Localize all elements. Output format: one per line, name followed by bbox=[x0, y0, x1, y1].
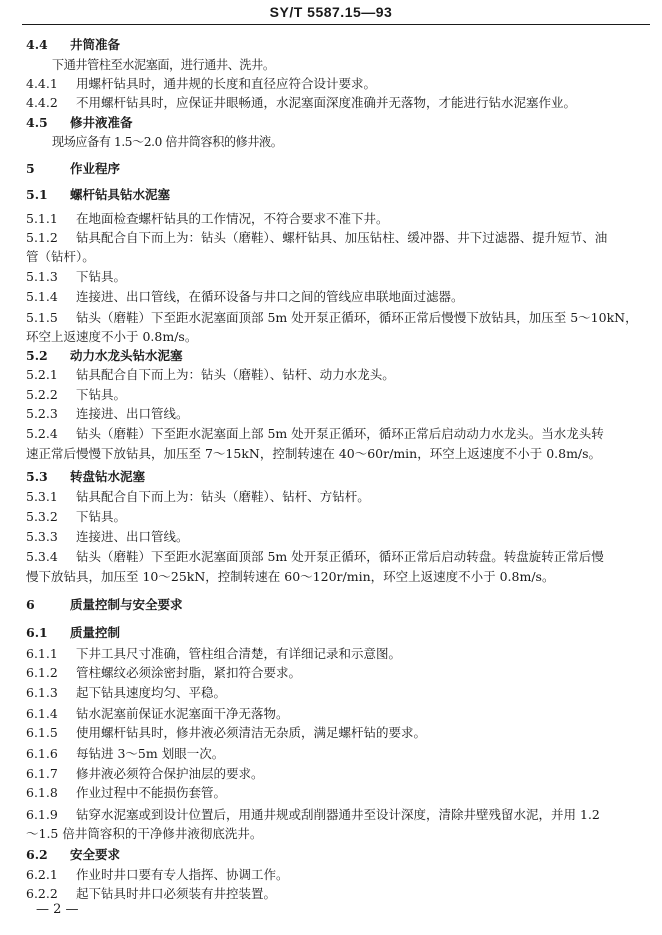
clause-text: 在地面检查螺杆钻具的工作情况，不符合要求不准下井。 bbox=[76, 211, 389, 226]
clause-text: 连接进、出口管线。 bbox=[76, 406, 189, 421]
clause-text: 下钻具。 bbox=[76, 269, 127, 284]
header-rule bbox=[22, 24, 650, 25]
clause-number: 6.1.1 bbox=[26, 646, 58, 661]
clause-text: 用螺杆钻具时，通井规的长度和直径应符合设计要求。 bbox=[76, 76, 377, 91]
clause-number: 5.3.2 bbox=[26, 509, 58, 524]
clause-text: 安全要求 bbox=[70, 847, 121, 862]
clause-text: 钻具配合自下而上为：钻头（磨鞋）、钻杆、方钻杆。 bbox=[76, 489, 370, 504]
clause-text: 慢下放钻具，加压至 10～25kN，控制转速在 60～120r/min，环空上返速度不小于 0.8m/s。 bbox=[26, 569, 555, 584]
clause-line bbox=[26, 885, 646, 903]
clause-number: 6 bbox=[26, 597, 35, 612]
clause-line bbox=[26, 548, 646, 566]
clause-line bbox=[26, 309, 646, 327]
clause-number: 5 bbox=[26, 161, 35, 176]
clause-number: 5.3.1 bbox=[26, 489, 58, 504]
section-heading bbox=[26, 114, 646, 132]
clause-number: 6.2 bbox=[26, 847, 48, 862]
clause-text: 修井液必须符合保护油层的要求。 bbox=[76, 766, 264, 781]
clause-text: 质量控制与安全要求 bbox=[70, 597, 183, 612]
section-heading bbox=[26, 846, 646, 864]
clause-text: 现场应备有 1.5～2.0 倍井筒容积的修井液。 bbox=[52, 134, 283, 149]
clause-text: 连接进、出口管线。 bbox=[76, 529, 189, 544]
clause-text: 钻具配合自下而上为：钻头（磨鞋）、螺杆钻具、加压钻柱、缓冲器、井下过滤器、提升短节、油 bbox=[76, 230, 608, 245]
clause-text: ～1.5 倍井筒容积的干净修井液彻底洗井。 bbox=[26, 826, 263, 841]
clause-text: 螺杆钻具钻水泥塞 bbox=[70, 187, 171, 202]
clause-number: 6.1.9 bbox=[26, 807, 58, 822]
clause-text: 钻水泥塞前保证水泥塞面干净无落物。 bbox=[76, 706, 289, 721]
clause-text: 作业时井口要有专人指挥、协调工作。 bbox=[76, 867, 289, 882]
clause-text: 作业过程中不能损伤套管。 bbox=[76, 785, 227, 800]
clause-line bbox=[26, 528, 646, 546]
clause-number: 5.1 bbox=[26, 187, 48, 202]
clause-text: 修井液准备 bbox=[70, 115, 133, 130]
clause-line bbox=[26, 684, 646, 702]
clause-line bbox=[26, 386, 646, 404]
clause-text: 连接进、出口管线，在循环设备与井口之间的管线应串联地面过滤器。 bbox=[76, 289, 464, 304]
clause-text: 环空上返速度不小于 0.8m/s。 bbox=[26, 329, 198, 344]
clause-number: 5.1.1 bbox=[26, 211, 58, 226]
clause-number: 4.4.2 bbox=[26, 95, 58, 110]
clause-number: 5.1.5 bbox=[26, 310, 58, 325]
clause-line bbox=[26, 445, 646, 463]
clause-line bbox=[26, 210, 646, 228]
clause-number: 5.3.3 bbox=[26, 529, 58, 544]
clause-number: 5.2.4 bbox=[26, 426, 58, 441]
clause-number: 4.4.1 bbox=[26, 76, 58, 91]
page-number: — 2 — bbox=[36, 902, 79, 917]
clause-number: 6.1.8 bbox=[26, 785, 58, 800]
clause-number: 4.4 bbox=[26, 37, 48, 52]
clause-text: 不用螺杆钻具时，应保证井眼畅通，水泥塞面深度准确并无落物，才能进行钻水泥塞作业。 bbox=[76, 95, 577, 110]
section-heading bbox=[26, 468, 646, 486]
section-heading bbox=[26, 624, 646, 642]
clause-line bbox=[26, 229, 646, 247]
clause-text: 井筒准备 bbox=[70, 37, 121, 52]
clause-number: 5.1.3 bbox=[26, 269, 58, 284]
clause-number: 5.2 bbox=[26, 348, 48, 363]
clause-number: 6.2.2 bbox=[26, 886, 58, 901]
section-heading bbox=[26, 160, 646, 178]
clause-text: 下通井管柱至水泥塞面，进行通井、洗井。 bbox=[52, 57, 275, 72]
clause-number: 5.2.1 bbox=[26, 367, 58, 382]
clause-text: 起下钻具速度均匀、平稳。 bbox=[76, 685, 227, 700]
clause-number: 6.2.1 bbox=[26, 867, 58, 882]
clause-text: 质量控制 bbox=[70, 625, 121, 640]
clause-line bbox=[26, 765, 646, 783]
clause-number: 6.1.5 bbox=[26, 725, 58, 740]
section-heading bbox=[26, 596, 646, 614]
clause-text: 动力水龙头钻水泥塞 bbox=[70, 348, 183, 363]
clause-line bbox=[52, 56, 652, 74]
clause-text: 每钻进 3～5m 划眼一次。 bbox=[76, 746, 225, 761]
clause-text: 管柱螺纹必须涂密封脂，紧扣符合要求。 bbox=[76, 665, 302, 680]
clause-line bbox=[26, 75, 646, 93]
clause-text: 钻头（磨鞋）下至距水泥塞面顶部 5m 处开泵正循环，循环正常后慢慢下放钻具，加压至 5～10kN， bbox=[76, 310, 638, 325]
clause-line bbox=[26, 94, 646, 112]
clause-line bbox=[26, 366, 646, 384]
clause-line bbox=[26, 784, 646, 802]
clause-number: 6.1 bbox=[26, 625, 48, 640]
clause-line bbox=[26, 488, 646, 506]
clause-line bbox=[26, 248, 646, 266]
clause-text: 钻头（磨鞋）下至距水泥塞面上部 5m 处开泵正循环，循环正常后启动动力水龙头。当水龙头转 bbox=[76, 426, 604, 441]
section-heading bbox=[26, 36, 646, 54]
clause-text: 下钻具。 bbox=[76, 387, 127, 402]
clause-line bbox=[26, 866, 646, 884]
clause-text: 作业程序 bbox=[70, 161, 121, 176]
clause-number: 5.1.4 bbox=[26, 289, 58, 304]
clause-line bbox=[52, 133, 652, 151]
clause-number: 6.1.7 bbox=[26, 766, 58, 781]
clause-line bbox=[26, 806, 646, 824]
clause-line bbox=[26, 745, 646, 763]
clause-line bbox=[26, 288, 646, 306]
clause-text: 起下钻具时井口必须装有井控装置。 bbox=[76, 886, 277, 901]
clause-text: 转盘钻水泥塞 bbox=[70, 469, 146, 484]
clause-text: 使用螺杆钻具时，修井液必须清洁无杂质，满足螺杆钻的要求。 bbox=[76, 725, 427, 740]
clause-text: 钻穿水泥塞或到设计位置后，用通井规或刮削器通井至设计深度，清除井壁残留水泥，并用 1.2 bbox=[76, 807, 600, 822]
section-heading bbox=[26, 186, 646, 204]
clause-number: 5.2.2 bbox=[26, 387, 58, 402]
clause-line bbox=[26, 568, 646, 586]
clause-number: 6.1.6 bbox=[26, 746, 58, 761]
clause-number: 6.1.3 bbox=[26, 685, 58, 700]
clause-line bbox=[26, 825, 646, 843]
clause-number: 6.1.2 bbox=[26, 665, 58, 680]
section-heading bbox=[26, 347, 646, 365]
clause-line bbox=[26, 328, 646, 346]
clause-number: 5.3 bbox=[26, 469, 48, 484]
clause-text: 下井工具尺寸准确，管柱组合清楚，有详细记录和示意图。 bbox=[76, 646, 402, 661]
clause-line bbox=[26, 705, 646, 723]
clause-line bbox=[26, 268, 646, 286]
clause-number: 4.5 bbox=[26, 115, 48, 130]
clause-text: 速正常后慢慢下放钻具，加压至 7～15kN，控制转速在 40～60r/min，环空上返速度不小于 0.8m/s。 bbox=[26, 446, 602, 461]
clause-number: 5.2.3 bbox=[26, 406, 58, 421]
clause-line bbox=[26, 425, 646, 443]
clause-text: 钻具配合自下而上为：钻头（磨鞋）、钻杆、动力水龙头。 bbox=[76, 367, 395, 382]
clause-line bbox=[26, 664, 646, 682]
document-header: SY/T 5587.15—93 bbox=[269, 4, 393, 20]
clause-number: 5.1.2 bbox=[26, 230, 58, 245]
clause-text: 下钻具。 bbox=[76, 509, 127, 524]
clause-line bbox=[26, 508, 646, 526]
clause-number: 6.1.4 bbox=[26, 706, 58, 721]
clause-line bbox=[26, 724, 646, 742]
clause-line bbox=[26, 405, 646, 423]
clause-number: 5.3.4 bbox=[26, 549, 58, 564]
clause-line bbox=[26, 645, 646, 663]
clause-text: 管（钻杆）。 bbox=[26, 249, 95, 264]
clause-text: 钻头（磨鞋）下至距水泥塞面顶部 5m 处开泵正循环，循环正常后启动转盘。转盘旋转正常后慢 bbox=[76, 549, 604, 564]
